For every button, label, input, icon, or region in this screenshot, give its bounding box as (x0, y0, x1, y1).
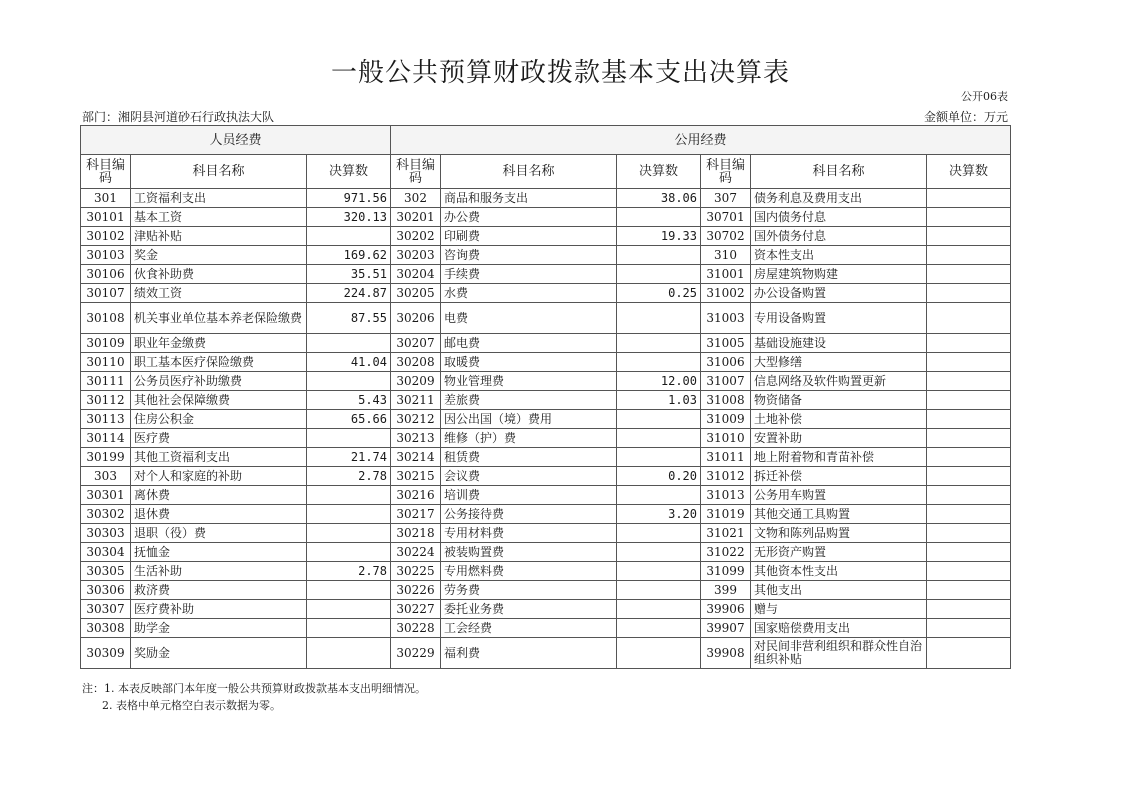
subject-name-cell: 电费 (441, 303, 617, 334)
column-header-code: 科目编码 (81, 155, 131, 189)
subject-code-cell: 30218 (391, 524, 441, 543)
table-row (81, 227, 1011, 246)
subject-code-cell: 31019 (701, 505, 751, 524)
subject-name-cell: 国外债务付息 (751, 227, 927, 246)
subject-code-cell: 307 (701, 189, 751, 208)
amount-cell (927, 265, 1011, 284)
table-row (81, 505, 1011, 524)
amount-cell (617, 353, 701, 372)
subject-name-cell: 其他工资福利支出 (131, 448, 307, 467)
table-row (81, 543, 1011, 562)
column-header-code: 科目编码 (701, 155, 751, 189)
amount-cell: 0.25 (617, 284, 701, 303)
amount-cell (617, 581, 701, 600)
subject-name-cell: 抚恤金 (131, 543, 307, 562)
amount-cell: 87.55 (307, 303, 391, 334)
subject-name-cell: 维修（护）费 (441, 429, 617, 448)
subject-code-cell: 30208 (391, 353, 441, 372)
amount-cell: 38.06 (617, 189, 701, 208)
subject-name-cell: 物资储备 (751, 391, 927, 410)
amount-cell (617, 486, 701, 505)
subject-code-cell: 31009 (701, 410, 751, 429)
subject-name-cell: 公务接待费 (441, 505, 617, 524)
amount-cell (307, 429, 391, 448)
subject-name-cell: 国家赔偿费用支出 (751, 619, 927, 638)
amount-cell (307, 543, 391, 562)
column-header-amount: 决算数 (927, 155, 1011, 189)
amount-cell (617, 524, 701, 543)
amount-cell (927, 353, 1011, 372)
amount-cell (617, 265, 701, 284)
table-row (81, 189, 1011, 208)
subject-name-cell: 专用材料费 (441, 524, 617, 543)
subject-name-cell: 津贴补贴 (131, 227, 307, 246)
subject-code-cell: 303 (81, 467, 131, 486)
subject-name-cell: 其他交通工具购置 (751, 505, 927, 524)
amount-cell: 169.62 (307, 246, 391, 265)
subject-code-cell: 30227 (391, 600, 441, 619)
amount-cell (617, 619, 701, 638)
amount-cell (307, 334, 391, 353)
subject-name-cell: 邮电费 (441, 334, 617, 353)
subject-name-cell: 安置补助 (751, 429, 927, 448)
table-row (81, 467, 1011, 486)
amount-cell (927, 581, 1011, 600)
amount-unit-label: 金额单位：万元 (923, 110, 1008, 124)
amount-cell (927, 524, 1011, 543)
subject-code-cell: 30106 (81, 265, 131, 284)
subject-code-cell: 30211 (391, 391, 441, 410)
subject-name-cell: 医疗费 (131, 429, 307, 448)
subject-name-cell: 职工基本医疗保险缴费 (131, 353, 307, 372)
table-row (81, 208, 1011, 227)
subject-code-cell: 30108 (81, 303, 131, 334)
table-row (81, 486, 1011, 505)
subject-name-cell: 因公出国（境）费用 (441, 410, 617, 429)
form-number: 公开06表 (961, 90, 1008, 103)
amount-cell (617, 208, 701, 227)
amount-cell (927, 429, 1011, 448)
amount-cell: 320.13 (307, 208, 391, 227)
amount-cell (617, 543, 701, 562)
amount-cell (927, 619, 1011, 638)
amount-cell (927, 600, 1011, 619)
subject-name-cell: 专用燃料费 (441, 562, 617, 581)
subject-name-cell: 办公设备购置 (751, 284, 927, 303)
amount-cell (307, 227, 391, 246)
amount-cell (927, 467, 1011, 486)
column-header-amount: 决算数 (307, 155, 391, 189)
subject-code-cell: 30213 (391, 429, 441, 448)
subject-code-cell: 30201 (391, 208, 441, 227)
subject-code-cell: 30701 (701, 208, 751, 227)
subject-code-cell: 310 (701, 246, 751, 265)
subject-code-cell: 30111 (81, 372, 131, 391)
amount-cell: 3.20 (617, 505, 701, 524)
subject-name-cell: 退休费 (131, 505, 307, 524)
amount-cell (307, 638, 391, 669)
amount-cell (927, 227, 1011, 246)
subject-name-cell: 培训费 (441, 486, 617, 505)
amount-cell (927, 505, 1011, 524)
subject-name-cell: 办公费 (441, 208, 617, 227)
table-row (81, 619, 1011, 638)
table-row (81, 353, 1011, 372)
amount-cell: 224.87 (307, 284, 391, 303)
subject-code-cell: 31005 (701, 334, 751, 353)
subject-name-cell: 赠与 (751, 600, 927, 619)
subject-code-cell: 30224 (391, 543, 441, 562)
table-row (81, 246, 1011, 265)
amount-cell (927, 208, 1011, 227)
subject-code-cell: 30304 (81, 543, 131, 562)
subject-code-cell: 31012 (701, 467, 751, 486)
subject-name-cell: 工资福利支出 (131, 189, 307, 208)
subject-code-cell: 30301 (81, 486, 131, 505)
note-1: 注：1. 本表反映部门本年度一般公共预算财政拨款基本支出明细情况。 (82, 682, 426, 695)
subject-name-cell: 离休费 (131, 486, 307, 505)
subject-name-cell: 基础设施建设 (751, 334, 927, 353)
amount-cell: 35.51 (307, 265, 391, 284)
subject-name-cell: 会议费 (441, 467, 617, 486)
subject-name-cell: 水费 (441, 284, 617, 303)
table-row (81, 391, 1011, 410)
subject-code-cell: 30107 (81, 284, 131, 303)
amount-cell (927, 246, 1011, 265)
subject-code-cell: 30202 (391, 227, 441, 246)
subject-name-cell: 救济费 (131, 581, 307, 600)
subject-name-cell: 取暖费 (441, 353, 617, 372)
department-label: 部门：湘阴县河道砂石行政执法大队 (82, 110, 275, 124)
amount-cell (927, 189, 1011, 208)
subject-code-cell: 30216 (391, 486, 441, 505)
subject-code-cell: 30205 (391, 284, 441, 303)
amount-cell (307, 619, 391, 638)
subject-code-cell: 31003 (701, 303, 751, 334)
amount-cell (617, 246, 701, 265)
subject-code-cell: 31001 (701, 265, 751, 284)
amount-cell: 19.33 (617, 227, 701, 246)
subject-name-cell: 伙食补助费 (131, 265, 307, 284)
table-body (81, 189, 1011, 669)
subject-code-cell: 30306 (81, 581, 131, 600)
subject-name-cell: 债务利息及费用支出 (751, 189, 927, 208)
amount-cell (927, 448, 1011, 467)
subject-code-cell: 30229 (391, 638, 441, 669)
subject-code-cell: 30207 (391, 334, 441, 353)
amount-cell: 0.20 (617, 467, 701, 486)
table-row (81, 284, 1011, 303)
table-row (81, 524, 1011, 543)
table-row (81, 372, 1011, 391)
subject-code-cell: 30103 (81, 246, 131, 265)
subject-code-cell: 30206 (391, 303, 441, 334)
subject-name-cell: 拆迁补偿 (751, 467, 927, 486)
amount-cell (617, 638, 701, 669)
subject-name-cell: 福利费 (441, 638, 617, 669)
amount-cell (927, 410, 1011, 429)
subject-name-cell: 专用设备购置 (751, 303, 927, 334)
amount-cell (927, 562, 1011, 581)
subject-name-cell: 商品和服务支出 (441, 189, 617, 208)
subject-name-cell: 奖励金 (131, 638, 307, 669)
subject-code-cell: 31021 (701, 524, 751, 543)
subject-code-cell: 30199 (81, 448, 131, 467)
table-row (81, 303, 1011, 334)
subject-code-cell: 30307 (81, 600, 131, 619)
table-row (81, 334, 1011, 353)
subject-code-cell: 30303 (81, 524, 131, 543)
table-notes (82, 680, 426, 714)
table-row (81, 581, 1011, 600)
subject-name-cell: 生活补助 (131, 562, 307, 581)
subject-name-cell: 被装购置费 (441, 543, 617, 562)
subject-name-cell: 国内债务付息 (751, 208, 927, 227)
amount-cell: 65.66 (307, 410, 391, 429)
subject-code-cell: 30114 (81, 429, 131, 448)
subject-name-cell: 工会经费 (441, 619, 617, 638)
amount-cell (927, 372, 1011, 391)
amount-cell (307, 581, 391, 600)
table-row (81, 600, 1011, 619)
amount-cell (927, 334, 1011, 353)
column-header-name: 科目名称 (751, 155, 927, 189)
subject-code-cell: 30113 (81, 410, 131, 429)
amount-cell (617, 448, 701, 467)
subject-name-cell: 基本工资 (131, 208, 307, 227)
subject-code-cell: 31008 (701, 391, 751, 410)
subject-name-cell: 其他社会保障缴费 (131, 391, 307, 410)
page-title: 一般公共预算财政拨款基本支出决算表 (330, 58, 790, 88)
subject-code-cell: 30110 (81, 353, 131, 372)
subject-code-cell: 30308 (81, 619, 131, 638)
subject-name-cell: 无形资产购置 (751, 543, 927, 562)
amount-cell: 2.78 (307, 562, 391, 581)
subject-code-cell: 31099 (701, 562, 751, 581)
table-row (81, 448, 1011, 467)
amount-cell (617, 303, 701, 334)
subject-name-cell: 物业管理费 (441, 372, 617, 391)
subject-code-cell: 39906 (701, 600, 751, 619)
subject-code-cell: 30214 (391, 448, 441, 467)
column-header-name: 科目名称 (441, 155, 617, 189)
amount-cell: 21.74 (307, 448, 391, 467)
subject-name-cell: 印刷费 (441, 227, 617, 246)
subject-name-cell: 土地补偿 (751, 410, 927, 429)
amount-cell (927, 284, 1011, 303)
subject-name-cell: 公务员医疗补助缴费 (131, 372, 307, 391)
subject-code-cell: 31011 (701, 448, 751, 467)
subject-code-cell: 39907 (701, 619, 751, 638)
amount-cell: 5.43 (307, 391, 391, 410)
column-header-amount: 决算数 (617, 155, 701, 189)
table-row (81, 429, 1011, 448)
subject-code-cell: 30102 (81, 227, 131, 246)
expenditure-table (80, 125, 1011, 669)
subject-name-cell: 租赁费 (441, 448, 617, 467)
group-header-public: 公用经费 (391, 126, 1011, 155)
subject-code-cell: 30203 (391, 246, 441, 265)
table-row (81, 265, 1011, 284)
subject-code-cell: 31010 (701, 429, 751, 448)
column-header-name: 科目名称 (131, 155, 307, 189)
amount-cell (927, 543, 1011, 562)
subject-code-cell: 31013 (701, 486, 751, 505)
subject-name-cell: 差旅费 (441, 391, 617, 410)
subject-code-cell: 30309 (81, 638, 131, 669)
amount-cell (927, 486, 1011, 505)
subject-code-cell: 30204 (391, 265, 441, 284)
amount-cell (927, 391, 1011, 410)
subject-code-cell: 30215 (391, 467, 441, 486)
subject-name-cell: 大型修缮 (751, 353, 927, 372)
table-row (81, 410, 1011, 429)
subject-name-cell: 信息网络及软件购置更新 (751, 372, 927, 391)
subject-code-cell: 30702 (701, 227, 751, 246)
amount-cell (617, 410, 701, 429)
subject-code-cell: 31002 (701, 284, 751, 303)
subject-name-cell: 对民间非营利组织和群众性自治组织补贴 (751, 638, 927, 669)
subject-name-cell: 奖金 (131, 246, 307, 265)
table-row (81, 562, 1011, 581)
subject-name-cell: 咨询费 (441, 246, 617, 265)
amount-cell (307, 486, 391, 505)
subject-code-cell: 30305 (81, 562, 131, 581)
subject-code-cell: 302 (391, 189, 441, 208)
subject-code-cell: 30225 (391, 562, 441, 581)
subject-code-cell: 301 (81, 189, 131, 208)
amount-cell (927, 303, 1011, 334)
subject-code-cell: 30209 (391, 372, 441, 391)
note-2: 2. 表格中单元格空白表示数据为零。 (102, 699, 281, 712)
subject-name-cell: 绩效工资 (131, 284, 307, 303)
subject-name-cell: 房屋建筑物购建 (751, 265, 927, 284)
subject-name-cell: 退职（役）费 (131, 524, 307, 543)
group-header-personnel: 人员经费 (81, 126, 391, 155)
amount-cell (617, 562, 701, 581)
subject-name-cell: 资本性支出 (751, 246, 927, 265)
subject-name-cell: 其他支出 (751, 581, 927, 600)
subject-code-cell: 30101 (81, 208, 131, 227)
subject-code-cell: 31007 (701, 372, 751, 391)
subject-name-cell: 公务用车购置 (751, 486, 927, 505)
subject-code-cell: 31022 (701, 543, 751, 562)
subject-name-cell: 手续费 (441, 265, 617, 284)
subject-name-cell: 委托业务费 (441, 600, 617, 619)
amount-cell (617, 429, 701, 448)
amount-cell: 41.04 (307, 353, 391, 372)
subject-name-cell: 助学金 (131, 619, 307, 638)
subject-code-cell: 30228 (391, 619, 441, 638)
amount-cell (617, 600, 701, 619)
subject-code-cell: 31006 (701, 353, 751, 372)
subject-name-cell: 职业年金缴费 (131, 334, 307, 353)
column-header-code: 科目编码 (391, 155, 441, 189)
subject-code-cell: 30109 (81, 334, 131, 353)
subject-name-cell: 文物和陈列品购置 (751, 524, 927, 543)
subject-name-cell: 劳务费 (441, 581, 617, 600)
amount-cell (307, 524, 391, 543)
subject-name-cell: 机关事业单位基本养老保险缴费 (131, 303, 307, 334)
amount-cell (927, 638, 1011, 669)
amount-cell (307, 372, 391, 391)
subject-name-cell: 地上附着物和青苗补偿 (751, 448, 927, 467)
subject-name-cell: 住房公积金 (131, 410, 307, 429)
subject-code-cell: 30212 (391, 410, 441, 429)
amount-cell: 2.78 (307, 467, 391, 486)
subject-name-cell: 医疗费补助 (131, 600, 307, 619)
subject-code-cell: 30226 (391, 581, 441, 600)
subject-code-cell: 30217 (391, 505, 441, 524)
subject-code-cell: 399 (701, 581, 751, 600)
amount-cell (307, 505, 391, 524)
subject-code-cell: 30302 (81, 505, 131, 524)
subject-code-cell: 39908 (701, 638, 751, 669)
amount-cell: 1.03 (617, 391, 701, 410)
amount-cell: 12.00 (617, 372, 701, 391)
subject-code-cell: 30112 (81, 391, 131, 410)
amount-cell (307, 600, 391, 619)
amount-cell: 971.56 (307, 189, 391, 208)
subject-name-cell: 其他资本性支出 (751, 562, 927, 581)
subject-name-cell: 对个人和家庭的补助 (131, 467, 307, 486)
amount-cell (617, 334, 701, 353)
table-row (81, 638, 1011, 669)
